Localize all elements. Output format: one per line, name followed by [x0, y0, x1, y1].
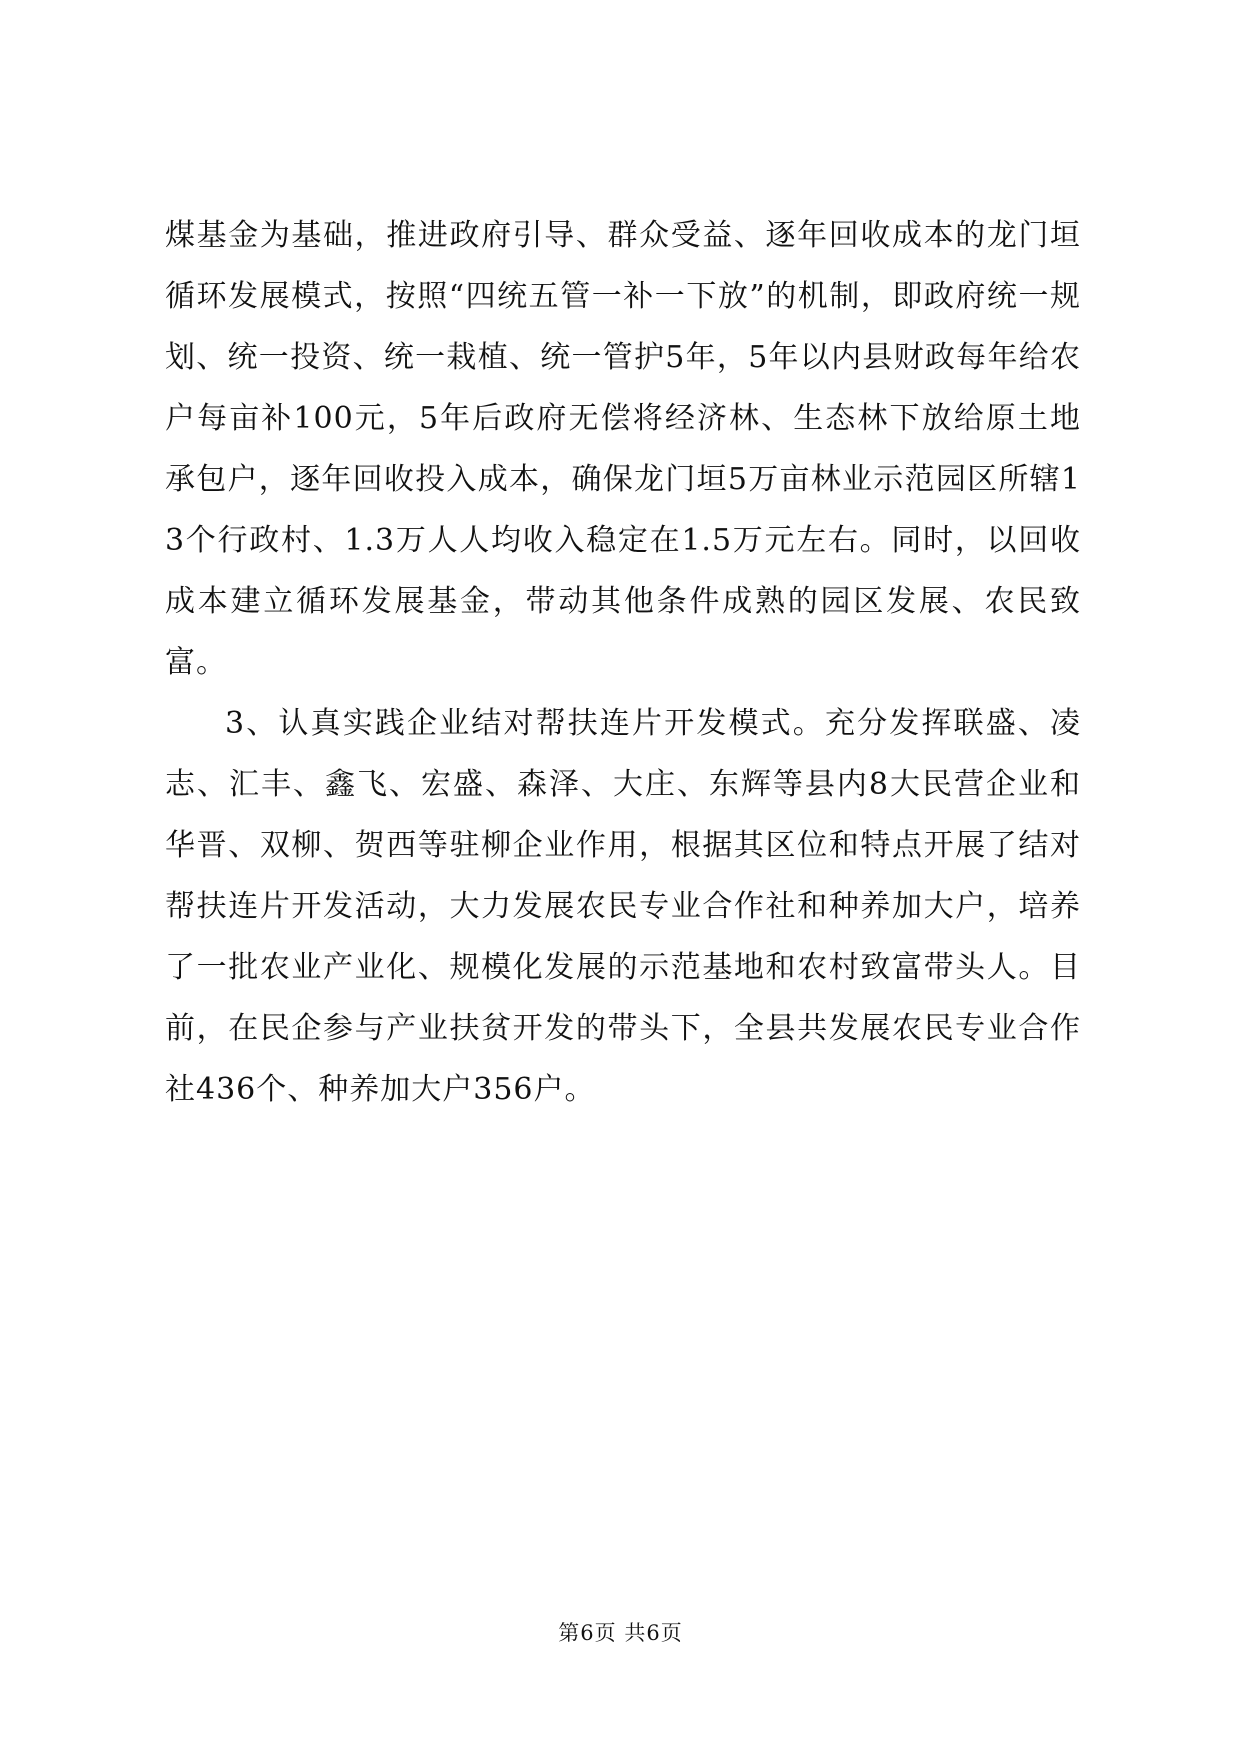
paragraph-section-3: 3、认真实践企业结对帮扶连片开发模式。充分发挥联盛、凌志、汇丰、鑫飞、宏盛、森泽、大庄、东辉等县内8大民营企业和华晋、双柳、贺西等驻柳企业作用，根据其区位和特点开展了结对帮扶连片开发活动，大力发展农民专业合作社和种养加大户，培养了一批农业产业化、规模化发展的示范基地和农村致富带头人。目前，在民企参与产业扶贫开发的带头下，全县共发展农民专业合作社436个、种养加大户356户。	[165, 706, 1081, 1107]
document-body	[165, 205, 1081, 1120]
page-footer: 第6页 共6页	[558, 1621, 683, 1645]
paragraph-continuation: 煤基金为基础，推进政府引导、群众受益、逐年回收成本的龙门垣循环发展模式，按照“四统五管一补一下放”的机制，即政府统一规划、统一投资、统一栽植、统一管护5年，5年以内县财政每年给农户每亩补100元，5年后政府无偿将经济林、生态林下放给原土地承包户，逐年回收投入成本，确保龙门垣5万亩林业示范园区所辖13个行政村、1.3万人人均收入稳定在1.5万元左右。同时，以回收成本建立循环发展基金，带动其他条件成熟的园区发展、农民致富。	[165, 218, 1081, 680]
